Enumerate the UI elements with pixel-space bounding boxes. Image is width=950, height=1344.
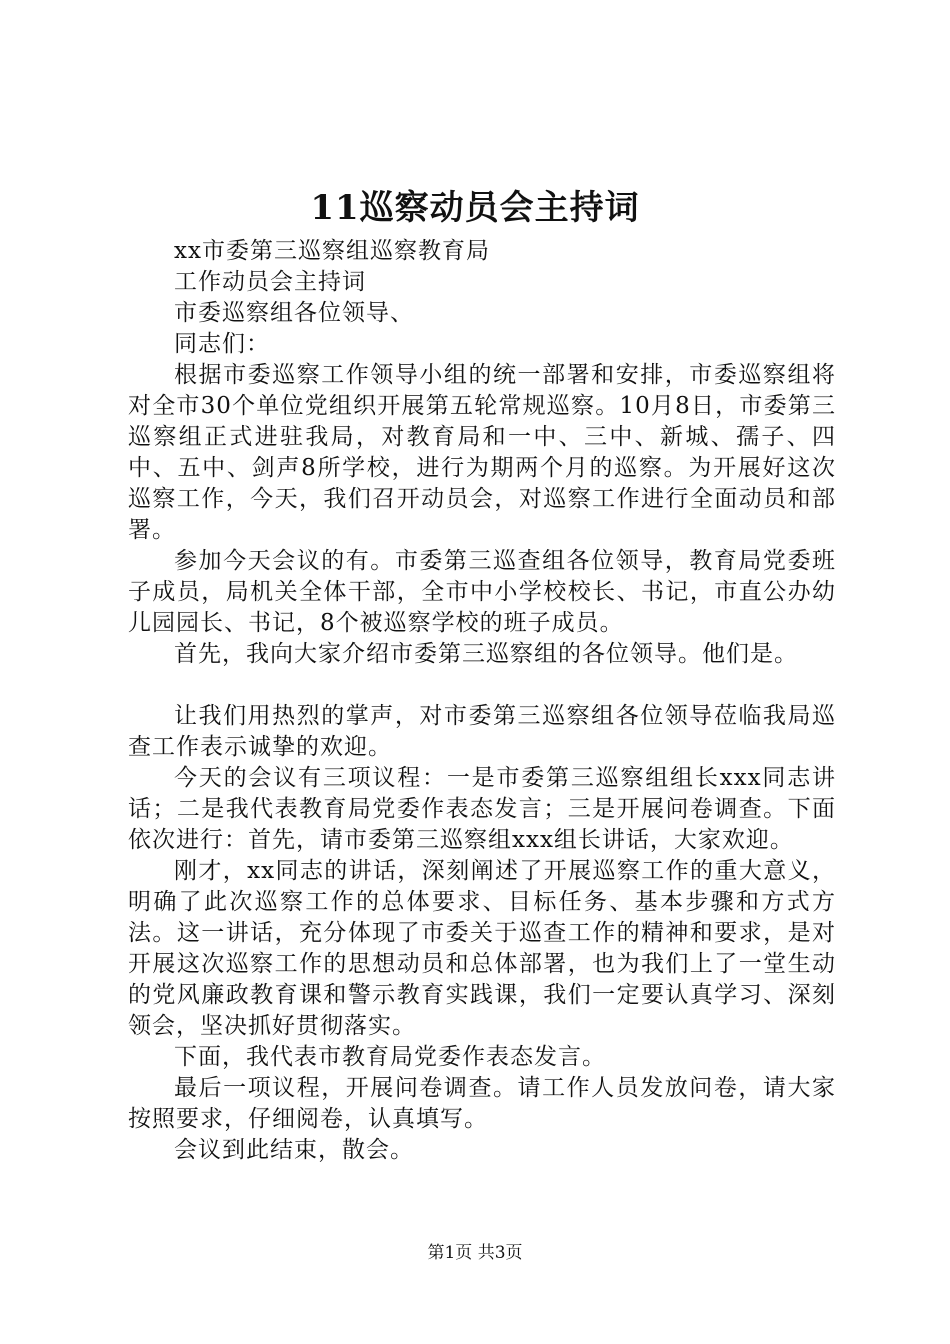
body-paragraph: 下面，我代表市教育局党委作表态发言。 — [174, 1044, 606, 1070]
salutation-line: 市委巡察组各位领导、 — [174, 300, 414, 326]
document-body — [128, 236, 836, 1166]
body-paragraph: 今天的会议有三项议程：一是市委第三巡察组组长xxx同志讲话；二是我代表教育局党委作表态发言；三是开展问卷调查。下面依次进行：首先，请市委第三巡察组xxx组长讲话，大家欢迎。 — [128, 765, 836, 853]
body-paragraph: 让我们用热烈的掌声，对市委第三巡察组各位领导莅临我局巡查工作表示诚挚的欢迎。 — [128, 703, 836, 760]
body-paragraph: 首先，我向大家介绍市委第三巡察组的各位领导。他们是。 — [174, 641, 798, 667]
body-paragraph: 刚才，xx同志的讲话，深刻阐述了开展巡察工作的重大意义，明确了此次巡察工作的总体要求、目标任务、基本步骤和方式方法。这一讲话，充分体现了市委关于巡查工作的精神和要求，是对开展这次巡察工作的思想动员和总体部署，也为我们上了一堂生动的党风廉政教育课和警示教育实践课，我们一定要认真学习、深刻领会，坚决抓好贯彻落实。 — [128, 858, 836, 1039]
intro-line: 工作动员会主持词 — [174, 269, 366, 295]
body-paragraph: 最后一项议程，开展问卷调查。请工作人员发放问卷，请大家按照要求，仔细阅卷，认真填写。 — [128, 1075, 836, 1132]
body-paragraph: 参加今天会议的有。市委第三巡查组各位领导，教育局党委班子成员，局机关全体干部，全市中小学校校长、书记，市直公办幼儿园园长、书记，8个被巡察学校的班子成员。 — [128, 548, 836, 636]
blank-line — [128, 670, 836, 701]
page-number: 第1页 共3页 — [427, 1243, 523, 1263]
body-paragraph: 根据市委巡察工作领导小组的统一部署和安排，市委巡察组将对全市30个单位党组织开展第五轮常规巡察。10月8日，市委第三巡察组正式进驻我局，对教育局和一中、三中、新城、孺子、四中、五中、剑声8所学校，进行为期两个月的巡察。为开展好这次巡察工作，今天，我们召开动员会，对巡察工作进行全面动员和部署。 — [128, 362, 836, 543]
intro-line: xx市委第三巡察组巡察教育局 — [174, 238, 490, 264]
salutation-line: 同志们： — [174, 331, 270, 357]
document-title: 11巡察动员会主持词 — [310, 188, 640, 228]
body-paragraph: 会议到此结束，散会。 — [174, 1137, 414, 1163]
